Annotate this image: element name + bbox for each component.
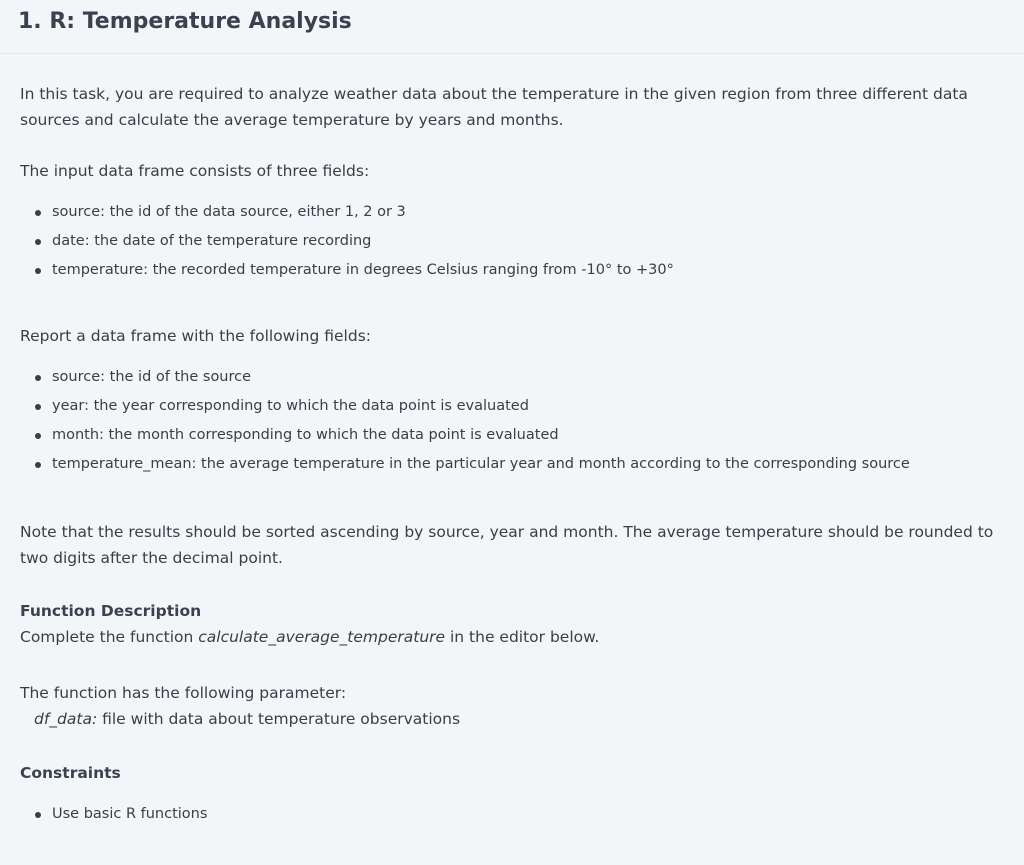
list-item: temperature: the recorded temperature in degrees Celsius ranging from -10° to +30° xyxy=(52,256,1012,285)
function-description-text xyxy=(20,624,1012,650)
function-description-prefix: Complete the function xyxy=(20,628,199,646)
intro-paragraph: In this task, you are required to analyze weather data about the temperature in the given region from three different data sources and calculate the average temperature by years and months. xyxy=(20,85,968,129)
function-description-heading: Function Description xyxy=(20,602,202,620)
list-item: source: the id of the data source, either 1, 2 or 3 xyxy=(52,198,1012,227)
list-item: year: the year corresponding to which the data point is evaluated xyxy=(52,392,1012,421)
parameter-name: df_data: xyxy=(34,710,98,728)
problem-header xyxy=(0,0,1024,54)
parameter-line xyxy=(20,706,1012,732)
list-item: source: the id of the source xyxy=(52,363,1012,392)
sorting-note: Note that the results should be sorted ascending by source, year and month. The average temperature should be rounded to two digits after the decimal point. xyxy=(20,523,994,567)
output-fields-intro: Report a data frame with the following fields: xyxy=(20,327,371,345)
parameter-description: file with data about temperature observations xyxy=(97,710,461,728)
list-item: month: the month corresponding to which the data point is evaluated xyxy=(52,421,1012,450)
output-fields-list xyxy=(20,363,1012,479)
parameter-intro: The function has the following parameter: xyxy=(20,684,347,702)
list-item: date: the date of the temperature recording xyxy=(52,227,1012,256)
constraints-heading: Constraints xyxy=(20,764,121,782)
list-item: Use basic R functions xyxy=(52,800,1012,829)
problem-statement xyxy=(0,54,1024,829)
function-description-suffix: in the editor below. xyxy=(445,628,600,646)
input-fields-intro: The input data frame consists of three fields: xyxy=(20,162,370,180)
input-fields-list xyxy=(20,198,1012,285)
list-item: temperature_mean: the average temperature in the particular year and month according to the corresponding source xyxy=(52,450,1012,479)
constraints-list xyxy=(20,800,1012,829)
page-title: 1. R: Temperature Analysis xyxy=(18,9,352,34)
function-name: calculate_average_temperature xyxy=(198,628,446,646)
